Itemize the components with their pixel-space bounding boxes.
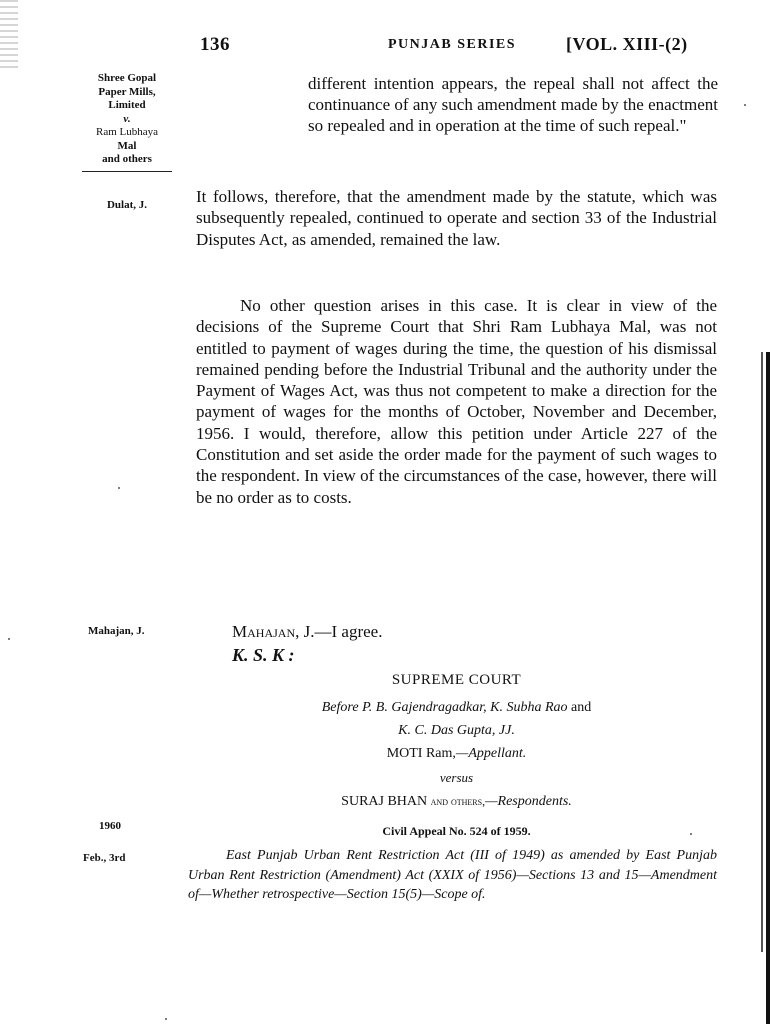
case-line: and others [102,153,152,165]
bench-judges: P. B. Gajendragadkar, K. Subha Rao [362,700,568,715]
headnote: East Punjab Urban Rent Restriction Act (III of 1949) as amended by East Punjab Urban Rent Restriction (Amendment) Act (XXIX of 1956)—Sections 13 and 15—Amendment of—Whether retrospective—Section 15(5)—Scope of. [188,848,717,902]
concurrence [232,622,382,642]
concurring-judge: Mahajan, J. [232,622,315,641]
volume-label: [VOL. XIII-(2) [566,34,688,54]
bench-line-2: K. C. Das Gupta, JJ. [398,723,515,738]
quoted-text: different intention appears, the repeal shall not affect the continuance of any such amendment made by the enactment so repealed and in operation at the time of such repeal." [308,74,718,136]
respondent-line [196,794,717,810]
scan-edge-bar-inner [761,352,763,952]
appellant-name: MOTI Ram, [386,746,456,761]
scan-speck [8,638,10,640]
margin-judge-dulat: Dulat, J. [106,199,148,211]
concurrence-text: —I agree. [314,622,383,641]
page-number: 136 [200,34,230,55]
margin-divider [82,171,172,172]
respondent-others: and others, [430,794,486,808]
case-line: Limited [108,99,146,111]
appellant-role: —Appellant. [455,746,527,761]
scan-edge-bar [766,352,770,1024]
margin-judge-mahajan: Mahajan, J. [88,625,145,637]
scan-speck [744,104,746,106]
case-line: Ram Lubhaya [95,126,158,138]
margin-date: Feb., 3rd [83,852,126,864]
case-line: Mal [117,139,137,152]
bench-prefix: Before [321,700,359,715]
bench-line-1 [196,700,717,716]
margin-case-title [66,72,188,172]
civil-appeal-number: Civil Appeal No. 524 of 1959. [382,824,531,838]
court-heading: SUPREME COURT [391,672,522,688]
case-line: Shree Gopal [97,72,157,84]
paragraph-1: It follows, therefore, that the amendment made by the statute, which was subsequently repealed, continued to operate and section 33 of the Industrial Disputes Act, as amended, remained the law. [196,187,717,249]
series-title: PUNJAB SERIES [388,37,517,52]
scan-speck [165,1018,167,1020]
scan-speck [118,487,120,489]
paragraph-2: No other question arises in this case. It is clear in view of the decisions of the Supreme Court that Shri Ram Lubhaya Mal, was not entitled to payment of wages during the time, the question of his dismissal remained pending before the Industrial Tribunal and the authority under the Payment of Wages Act, was thus not competent to make a direction for the payment of wages for the months of October, November and December, 1956. I would, therefore, allow this petition under Article 227 of the Constitution and set aside the order made for the payment of such wages to the respondent. In view of the circumstances of the case, however, there will be no order as to costs. [196,296,717,507]
case-line: v. [123,112,131,125]
appellant-line [196,746,717,762]
bench-and: and [571,700,592,715]
respondent-name: SURAJ BHAN [341,794,428,809]
margin-year: 1960 [99,820,121,832]
scan-edge-marks [0,0,18,70]
versus-label: versus [439,770,474,785]
reporter-initials: K. S. K : [232,645,295,665]
respondent-role: —Respondents. [485,794,572,809]
scan-speck [690,833,692,835]
case-line: Paper Mills, [98,85,156,98]
